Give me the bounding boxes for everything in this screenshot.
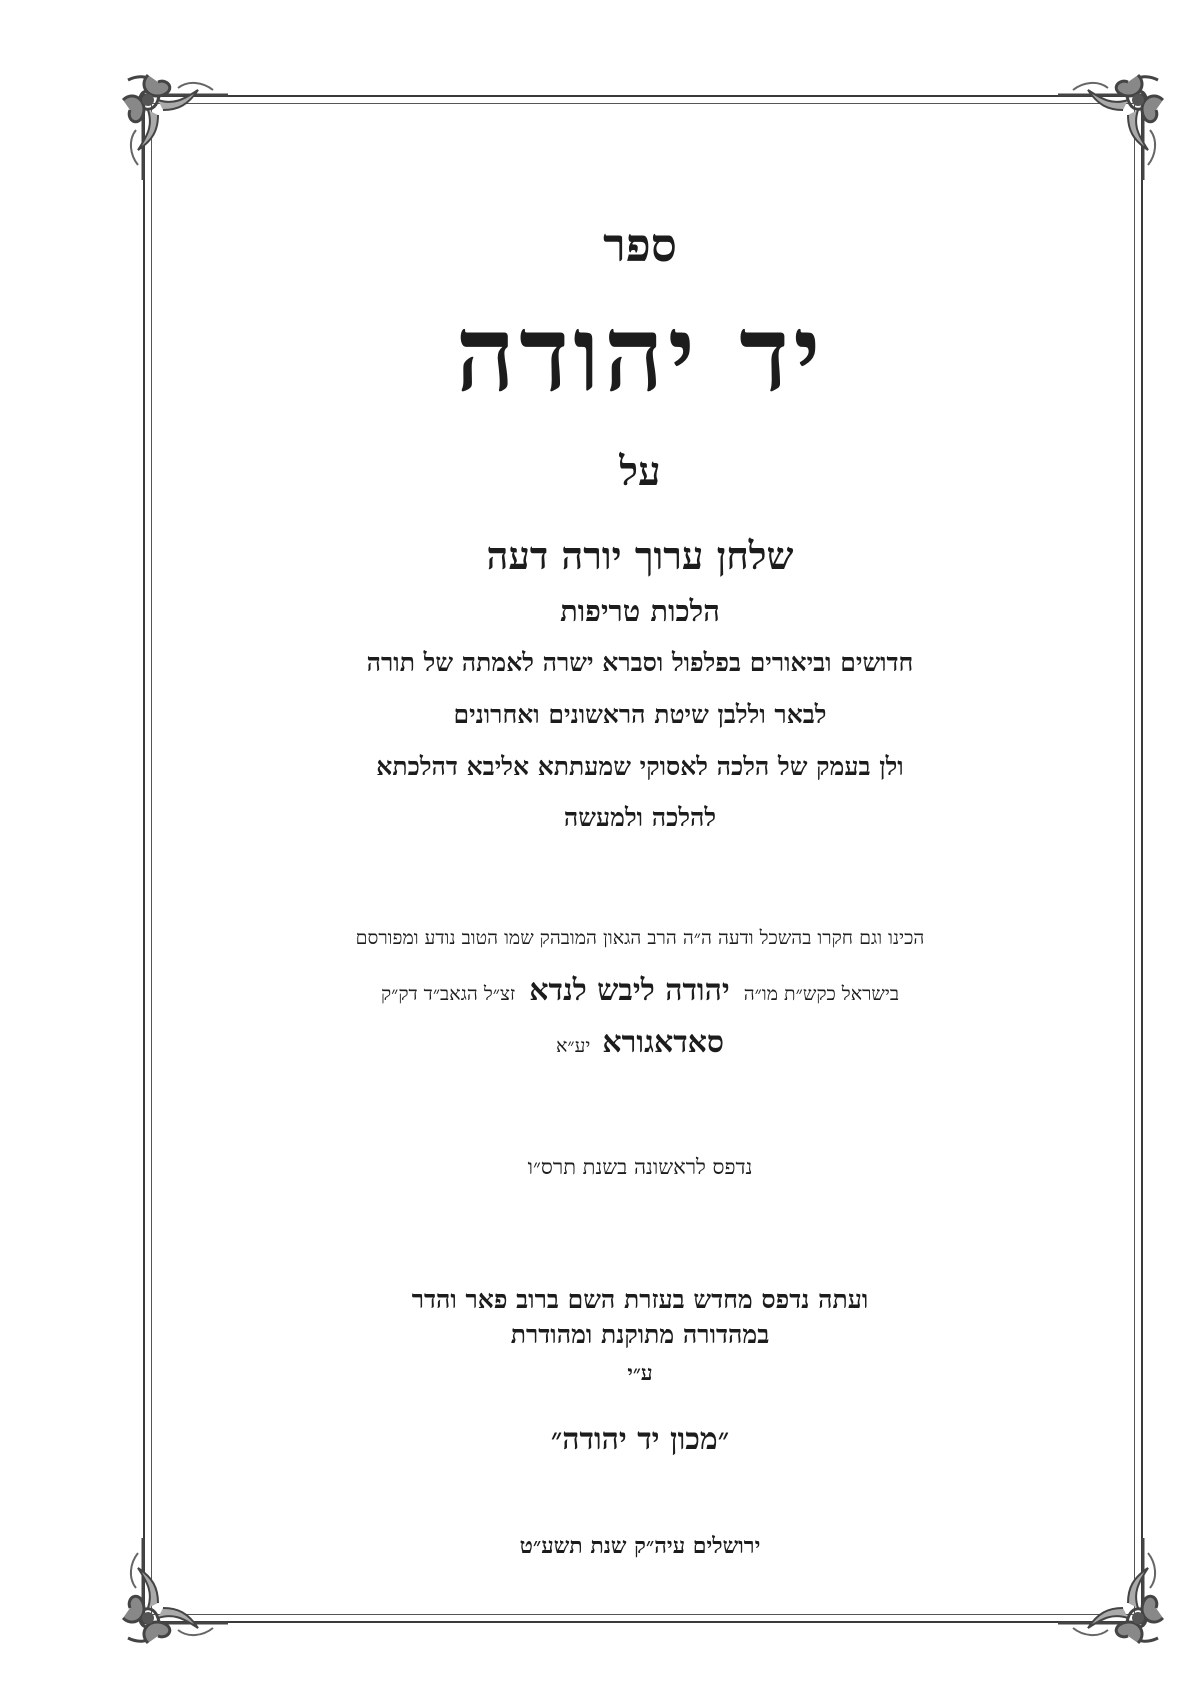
author-place-suffix: יע״א [555,1035,591,1057]
subtitle-hilchot: הלכות טריפות [560,594,720,628]
place-and-date: ירושלים עיה״ק שנת תשע״ט [519,1533,761,1559]
author-line-2 [200,973,1080,1008]
first-print-note: נדפס לראשונה בשנת תרס״ו [527,1155,753,1179]
al-label: על [619,448,661,495]
description-line: חדושים וביאורים בפלפול וסברא ישרה לאמתה של תורה [366,648,914,677]
author-line-3 [200,1025,1080,1060]
author-prefix: בישראל כקש״ת מו״ה [743,983,900,1005]
description-line: ולן בעמק של הלכה לאסוקי שמעתתא אליבא דהלכתא [376,752,904,781]
new-print-line: ע״י [627,1360,653,1385]
new-print-line: במהדורה מתוקנת ומהודרת [510,1320,770,1349]
description-line: להלכה ולמעשה [563,803,717,832]
sefer-label: ספר [603,218,677,272]
author-place: סאדאגורא [602,1025,724,1060]
subtitle-shulchan-aruch: שלחן ערוך יורה דעה [486,533,794,578]
author-name: יהודה ליבש לנדא [529,973,730,1008]
author-line-1: הכינו וגם חקרו בהשכל ודעה ה״ה הרב הגאון המובהק שמו הטוב נודע ומפורסם [355,927,925,949]
corner-ornament-icon [118,70,228,180]
new-print-line: ועתה נדפס מחדש בעזרת השם ברוב פאר והדר [411,1285,869,1314]
description-line: לבאר וללבן שיטת הראשונים ואחרונים [453,700,827,729]
corner-ornament-icon [1058,70,1168,180]
publisher-institute: ״מכון יד יהודה״ [550,1422,730,1457]
book-title: יד יהודה [455,292,825,415]
author-suffix: זצ״ל הגאב״ד דק״ק [380,983,516,1005]
